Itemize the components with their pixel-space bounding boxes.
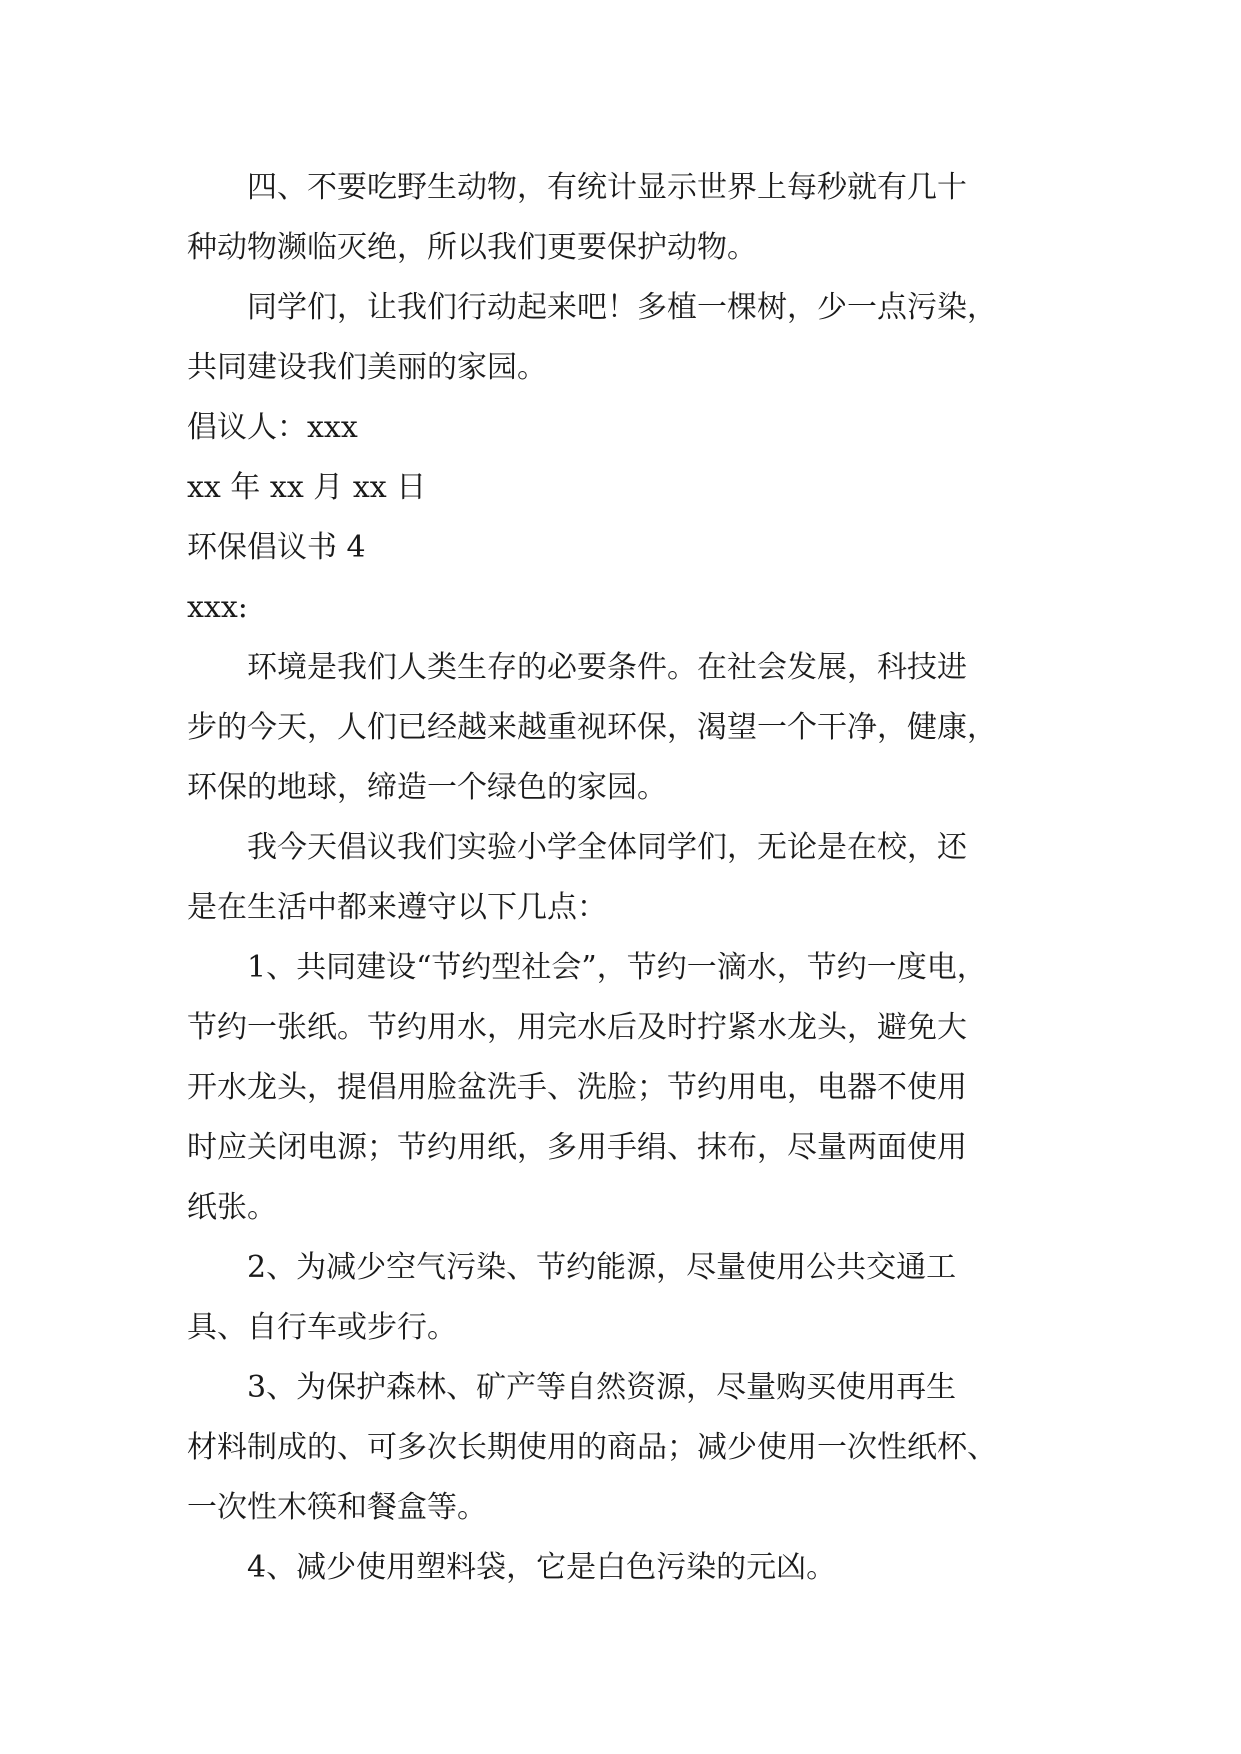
text-line: 共同建设我们美丽的家园。 (187, 350, 547, 385)
text-line: 纸张。 (187, 1190, 277, 1225)
text-line: 材料制成的、可多次长期使用的商品；减少使用一次性纸杯、 (187, 1430, 997, 1465)
text-line: 倡议人：xxx (187, 410, 358, 445)
text-line: xxx: (187, 590, 248, 625)
text-line: 我今天倡议我们实验小学全体同学们，无论是在校，还 (247, 830, 967, 865)
text-line: 具、自行车或步行。 (187, 1310, 457, 1345)
text-line: 时应关闭电源；节约用纸，多用手绢、抹布，尽量两面使用 (187, 1130, 967, 1165)
text-line: 种动物濒临灭绝，所以我们更要保护动物。 (187, 230, 757, 265)
text-line: 节约一张纸。节约用水，用完水后及时拧紧水龙头，避免大 (187, 1010, 967, 1045)
text-line: 4、减少使用塑料袋，它是白色污染的元凶。 (247, 1550, 837, 1585)
text-line: 环保的地球，缔造一个绿色的家园。 (187, 770, 667, 805)
text-line: 2、为减少空气污染、节约能源，尽量使用公共交通工 (247, 1250, 957, 1285)
text-line: 是在生活中都来遵守以下几点： (187, 890, 607, 925)
text-line: 同学们，让我们行动起来吧！多植一棵树，少一点污染， (247, 290, 997, 325)
text-line: 3、为保护森林、矿产等自然资源，尽量购买使用再生 (247, 1370, 957, 1405)
text-line: 环境是我们人类生存的必要条件。在社会发展，科技进 (247, 650, 967, 685)
text-line: 四、不要吃野生动物，有统计显示世界上每秒就有几十 (247, 170, 967, 205)
document-body (187, 158, 1055, 1598)
text-line: 环保倡议书 4 (187, 530, 366, 565)
text-line: 1、共同建设“节约型社会”，节约一滴水，节约一度电， (247, 950, 987, 985)
text-line: 开水龙头，提倡用脸盆洗手、洗脸；节约用电，电器不使用 (187, 1070, 967, 1105)
text-line: xx 年 xx 月 xx 日 (187, 470, 427, 505)
text-line: 步的今天，人们已经越来越重视环保，渴望一个干净，健康， (187, 710, 997, 745)
text-line: 一次性木筷和餐盒等。 (187, 1490, 487, 1525)
